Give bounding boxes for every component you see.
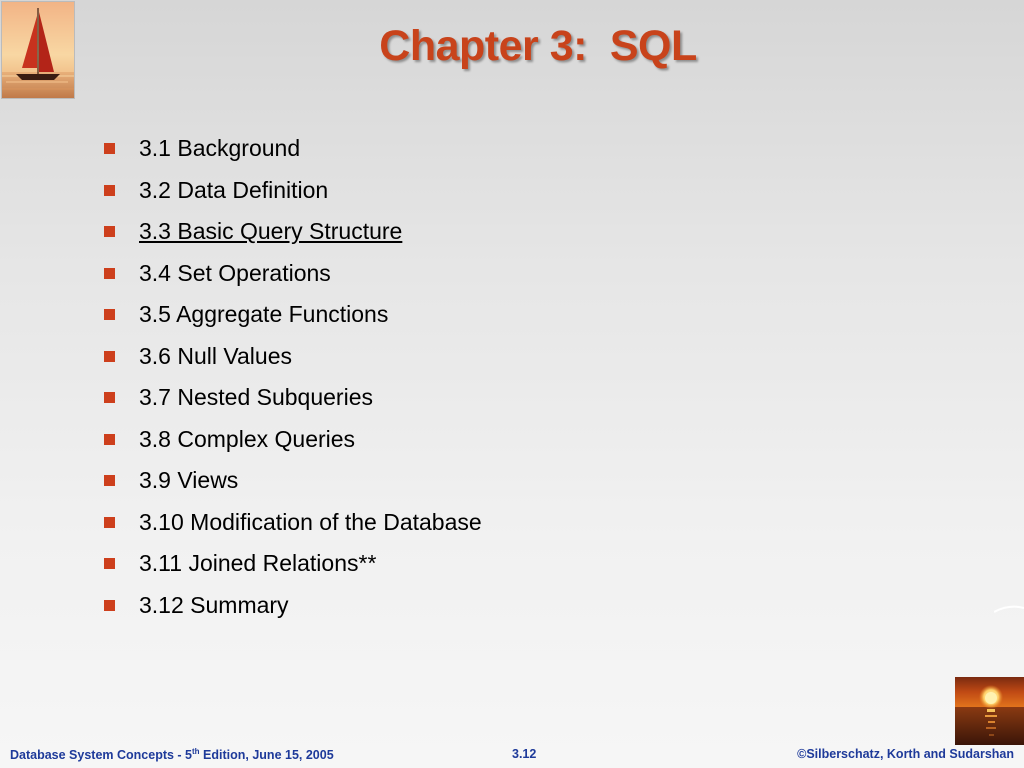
toc-item-label: 3.1 Background — [139, 135, 301, 162]
toc-item-label: 3.9 Views — [139, 467, 239, 494]
square-bullet-icon — [104, 226, 115, 237]
square-bullet-icon — [104, 434, 115, 445]
square-bullet-icon — [104, 309, 115, 320]
toc-item — [104, 502, 482, 544]
toc-item-link[interactable]: 3.3 Basic Query Structure — [139, 218, 403, 245]
toc-item[interactable] — [104, 211, 482, 253]
square-bullet-icon — [104, 392, 115, 403]
footer-book-title: Database System Concepts - 5 — [10, 748, 193, 762]
footer-copyright: ©Silberschatz, Korth and Sudarshan — [797, 747, 1014, 761]
toc-item-label: 3.2 Data Definition — [139, 176, 329, 203]
toc-item — [104, 128, 482, 170]
square-bullet-icon — [104, 475, 115, 486]
swoosh-decoration-icon — [994, 604, 1024, 614]
toc-item-label: 3.10 Modification of the Database — [139, 508, 482, 535]
toc-item — [104, 377, 482, 419]
toc-item-label: 3.8 Complex Queries — [139, 425, 356, 452]
toc-item-label: 3.12 Summary — [139, 591, 289, 618]
sunset-logo-icon — [955, 677, 1024, 745]
page-number: 3.12 — [512, 747, 537, 761]
footer-edition-date: Edition, June 15, 2005 — [199, 748, 334, 762]
toc-item-label: 3.5 Aggregate Functions — [139, 301, 389, 328]
toc-item — [104, 294, 482, 336]
square-bullet-icon — [104, 558, 115, 569]
toc-item — [104, 419, 482, 461]
toc-item-label: 3.6 Null Values — [139, 342, 292, 369]
footer-edition-superscript: th — [192, 747, 200, 756]
slide-title: Chapter 3: SQL — [379, 22, 697, 70]
footer-book-info — [10, 747, 334, 762]
toc-item-label: 3.11 Joined Relations** — [139, 550, 377, 577]
toc-item — [104, 253, 482, 295]
toc-item — [104, 336, 482, 378]
toc-item — [104, 460, 482, 502]
toc-item — [104, 543, 482, 585]
toc-item — [104, 585, 482, 627]
square-bullet-icon — [104, 185, 115, 196]
table-of-contents — [104, 128, 482, 626]
square-bullet-icon — [104, 600, 115, 611]
toc-item — [104, 170, 482, 212]
toc-item-label: 3.4 Set Operations — [139, 259, 331, 286]
slide-footer — [0, 745, 1024, 768]
toc-item-label: 3.7 Nested Subqueries — [139, 384, 373, 411]
square-bullet-icon — [104, 143, 115, 154]
square-bullet-icon — [104, 351, 115, 362]
square-bullet-icon — [104, 517, 115, 528]
square-bullet-icon — [104, 268, 115, 279]
